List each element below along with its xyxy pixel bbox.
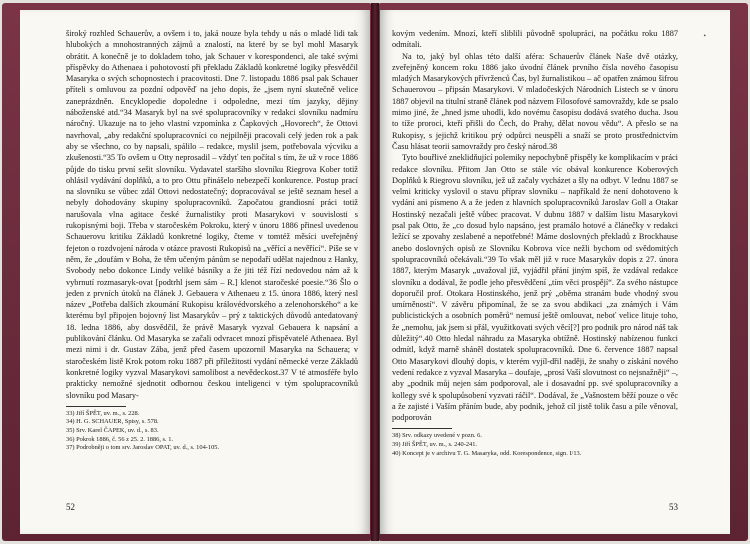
page-number-right: 53 — [669, 502, 678, 512]
footnote: 34) H. G. SCHAUER, Spisy, s. 578. — [66, 418, 159, 426]
footnote-rule — [66, 406, 126, 407]
footnote: 35) Srv. Karel ČAPEK, uv. d., s. 83. — [66, 426, 159, 434]
left-page — [20, 10, 370, 534]
footnote: 38) Srv. odkazy uvedené v pozn. 6. — [392, 432, 482, 440]
left-page-body — [66, 28, 358, 401]
page-number-left: 52 — [66, 502, 75, 512]
body-paragraph: Na to, jaký byl ohlas této další aféra: Schauerův článek Naše dvě otázky, zveřejněný koncem roku 1886 jako úvodní článek prvního čísla nového časopisu mladých Masarykových přívrženců Čas, byl žurnalistikou – ač opatřen známou šifrou Schauerovou – připsán Masarykovi. V mladočeských Národních Listech se v únoru 1887 objevil na titulní straně článek pod názvem Filosofové samovraždy, kde se psalo mimo jiné, že „hned jsme uhodli, kdo novému časopisu dodává svatého ducha. Jsou to tíže proroci, kteří přišli do Čech, do Prahy, dělat novou vědu“. A přeslo se na Rukopisy, s jejichž kritikou prý odpůrci neuspěli a snaží se proto prostřednictvím Času hlásat teorii samovraždy pro český národ.38 — [392, 51, 678, 151]
footnote: 39) Jiří ŠPĚT, uv. m., s. 240-241. — [392, 440, 478, 448]
body-paragraph: široký rozhled Schauerův, a ovšem i to, jaká nouze byla tehdy u nás o mladé lidi tak hlubokých a mnohostranných zájmů a znalostí, na které by se byl mohl Masaryk obrátit. A konečně je to dokladem toho, jak Schauer v korespondenci, ale také svými příspěvky do Athenaea i pohotovostí při překladu Základů konkretné logiky přesvědčil Masaryka o svých schopnostech i pracovitosti. Dne 7. listopadu 1886 psal pak Schauer příteli s omluvou za pozdní odpověď na jeho dopis, že „jsem nyní skutečně velice zaneprázdněn. Encyklopedie dopoledne i odpoledne, mezi tím jazyky, dějiny náboženské atd.“34 Masaryk byl na své spolupracovníky v redakci slovníku nadmíru náročný. Ukazuje na to jeho vlastní vzpomínka z Čapkových „Hovorech“, že Ottovi navrhoval, „aby redakční spolupracovníci co nejpilněji pracovali celý jeden rok a pak aby se všechno, co by napsali, spálilo – redakce, myslil jsem, potřebovala výcviku a zkušenosti.“35 To ovšem u Otty neprosadil – vždyť ten počítal s tím, že už v roce 1886 půjde do tisku první sešit slovníku. Vydavatel staršího slovníku Riegrova Kober totiž ohlásil vydávání doplňků, a to pro Ottu přinášelo nebezpečí konkurence. Postup prací na slovníku se vůbec zdál Ottovi nedostatečný; dopracovával se ještě seznam hesel a nebyly dohodovány skupiny spolupracovníků. Započatou grandiosní práci totiž narušovala vlna agitace české žurnalistiky proti Masarykovi v souvislosti s rukopisnými boji. Třeba v staročeském Pokroku, který v únoru 1886 přinesl uvedenou Schauerovu kritiku Základů konkretné logiky, čteme v tomtéž měsíci uveřejněný fejeton o rozdvojení národa v otázce pravosti Rukopisů na „věřící a nevěřící“. Píše se v něm, že „doufám v Boha, že těm učeným pánům se nepodaří udělat najednou z Hanky, Svobody nebo dokonce Lindy veliké básníky a že jiti též řízí nedovedou nám až k vybrnutí rozmasaryk-ovat [podtrhl jsem sám – R.] klenot staročeské poesie.“36 Šlo o jeden z prvních útoků na článek J. Gebauera v Athenaeu z 15. února 1886, který nesl název „Potřeba dalších zkoumání Rukopisu královédvorského a zelenohorského“ a ke kterému byl připojen bojovný list Masarykův – prý z taktických důvodů antedatovaný 18. ledna 1886, aby dosvědčil, že právě Masaryk vyzval Gebauera k napsání a publikování článku. Od Masaryka se začali odvracet mnozí přispěvatelé Athenaea. Byl mezi nimi i dr. Gustav Zába, jenž před časem upozornil Masaryka na Schauera; v staročeském listě Krok potom roku 1887 při příležitosti vydání německé verze Základů konkretné logiky vyzval Masarykovi samolibost a nevědeckost.37 V té atmosféře bylo prakticky nemožné sjednotit odbornou českou inteligenci v tým spolupracovníků slovníku pod Masary- — [66, 29, 358, 400]
left-page-footnotes — [66, 410, 358, 453]
body-paragraph: Tyto bouřlivé zneklidňující polemiky nepochybně přispěly ke komplikacím v práci redakce slovníku. Přitom Jan Otto se stále víc obával konkurence Koberových Doplňků k Riegrovu slovníku, jež už začaly vycházet a šly na odbyt. V lednu 1887 se velmi kriticky vyslovil o stavu příprav slovníku – napříkald že není dohotoveno k vydání ani písmeno A a že jeden z hlavních spolupracovníků Jaroslav Goll a Otakar Hostinský nezačali ještě vůbec pracovat. V dubnu 1887 v dalším listu Masarykovi psal pak Otto, že „co dosud bylo napsáno, jest pramálo hotové a článečky v redakci ležící se zpovahy zeslabené a nepotřebné! Máme doslovných překladů z Brockhause anebo doslovných opisů ze Slovníku Kobrova více nežli bychom od svědomitých spolupracovníků očekávali.“39 To však měl již v ruce Masarykův dopis z 27. února 1887, kterým Masaryk „uvažoval již, vyjádřil přání jiným spíš, že vzdával redakce slovníku a dodával, že podle jeho přesvědčení „tím věci prospějí“. Za svého nástupce doporučil prof. Otokara Hostinského, jenž prý „oběma stranám bude vhodný svou umírněností“. V závěru připomínal, že se za svou abdikaci „za známých i Vám publicistických a osobních poměrů“ nemusí ještě omlouvat, neboť velice lituje toho, že „nemohu, jak jsem si přál, využitkovati svých věcí[?] pro podnik pro národ náš tak důležitý“.40 Otto hledal náhradu za Masaryka obtížně. Hostinský nabízenou funkci odmítl, když marně sháněl dostatek spolupracovníků. Dne 6. července 1887 napsal Otto Masarykovi dlouhý dopis, v kterém vyjíl-dřil naději, že snahy o získání nového vedení redakce z vyzval Masaryka – doufaje, „prosí Vaší slovutnost co nejsnažněji“ –, aby „podnik můj nejen sám podporoval, ale i dosavadní pp. své spolupracovníky a kollegy své k spolupůsobení vyzvati ráčil“. Dodával, že „Vašnostem běží pouze o věc a že zajisté i Vaším přáním bude, aby podnik, jehož cíl jistě tolik času a píle věnoval, podporován — [392, 153, 678, 423]
footnote: 36) Pokrok 1886, č. 56 z 25. 2. 1886, s. 1. — [66, 435, 174, 443]
right-page — [380, 10, 730, 534]
right-page-footnotes — [392, 432, 678, 458]
book-gutter — [371, 3, 379, 541]
footnote-rule — [392, 428, 452, 429]
footnote: 37) Podrobněji o tom srv. Jaroslav OPAT, uv. d., s. 104-105. — [66, 444, 220, 452]
body-paragraph: kovým vedením. Mnozí, kteří sliblili původně spolupráci, na počátku roku 1887 odmítali. — [392, 29, 678, 50]
corner-mark: • — [703, 32, 706, 40]
footnote: 40) Koncept je v archivu T. G. Masaryka, odd. Korespondence, sign. I/13. — [392, 449, 582, 457]
footnote: 33) Jiří ŠPĚT, uv. m., s. 228. — [66, 409, 140, 417]
right-page-body — [392, 28, 678, 423]
